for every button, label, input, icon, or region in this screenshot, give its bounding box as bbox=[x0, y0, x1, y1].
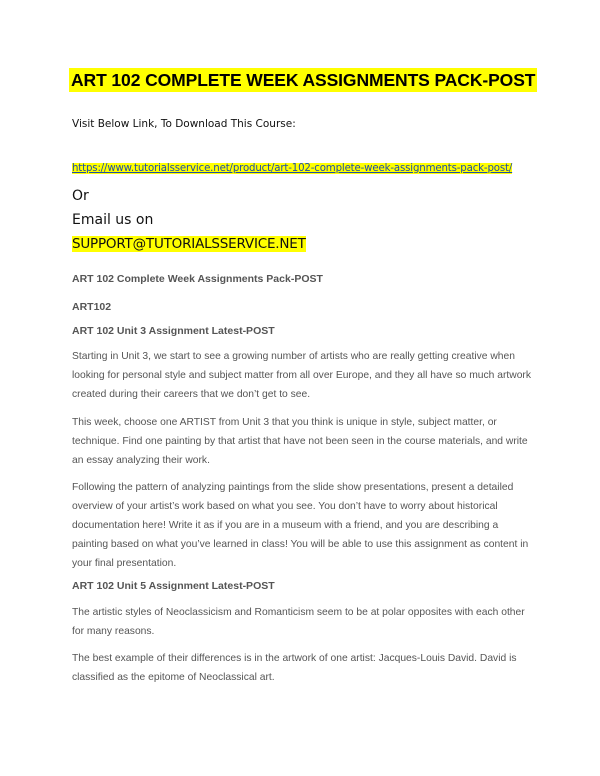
course-download-link[interactable]: https://www.tutorialsservice.net/product/art-102-complete-week-assignments-pack-post/ bbox=[72, 163, 513, 174]
unit3-paragraph-3: Following the pattern of analyzing paintings from the slide show presentations, present a detailed overview of your artist’s work based on what you see. You don’t have to worry about historical documentation here! Write it as if you are in a museum with a friend, and you are describing a painting based on what you’ve learned in class! You will be able to use this assignment as content in your final presentation. bbox=[72, 482, 529, 569]
heading-pack: ART 102 Complete Week Assignments Pack-POST bbox=[72, 273, 323, 285]
email-label: Email us on bbox=[72, 212, 154, 228]
unit5-paragraph-2: The best example of their differences is in the artwork of one artist: Jacques-Louis David. David is classified as the epitome of Neoclassical art. bbox=[72, 653, 517, 683]
support-email[interactable]: SUPPORT@TUTORIALSSERVICE.NET bbox=[72, 236, 306, 252]
document-title: ART 102 COMPLETE WEEK ASSIGNMENTS PACK-POST bbox=[71, 70, 536, 90]
visit-instruction: Visit Below Link, To Download This Course: bbox=[72, 118, 296, 130]
heading-unit5: ART 102 Unit 5 Assignment Latest-POST bbox=[72, 580, 275, 592]
or-text: Or bbox=[72, 188, 89, 204]
heading-course-code: ART102 bbox=[72, 301, 112, 313]
heading-unit3: ART 102 Unit 3 Assignment Latest-POST bbox=[72, 325, 275, 337]
unit5-paragraph-1: The artistic styles of Neoclassicism and Romanticism seem to be at polar opposites with each other for many reasons. bbox=[72, 607, 525, 637]
unit3-paragraph-2: This week, choose one ARTIST from Unit 3 that you think is unique in style, subject matter, or technique. Find one painting by that artist that have not been seen in the course materials, and write an essay analyzing their work. bbox=[72, 417, 528, 466]
unit3-paragraph-1: Starting in Unit 3, we start to see a growing number of artists who are really getting creative when looking for personal style and subject matter from all over Europe, and they all have so much artwork created during their careers that we don’t get to see. bbox=[72, 351, 532, 400]
